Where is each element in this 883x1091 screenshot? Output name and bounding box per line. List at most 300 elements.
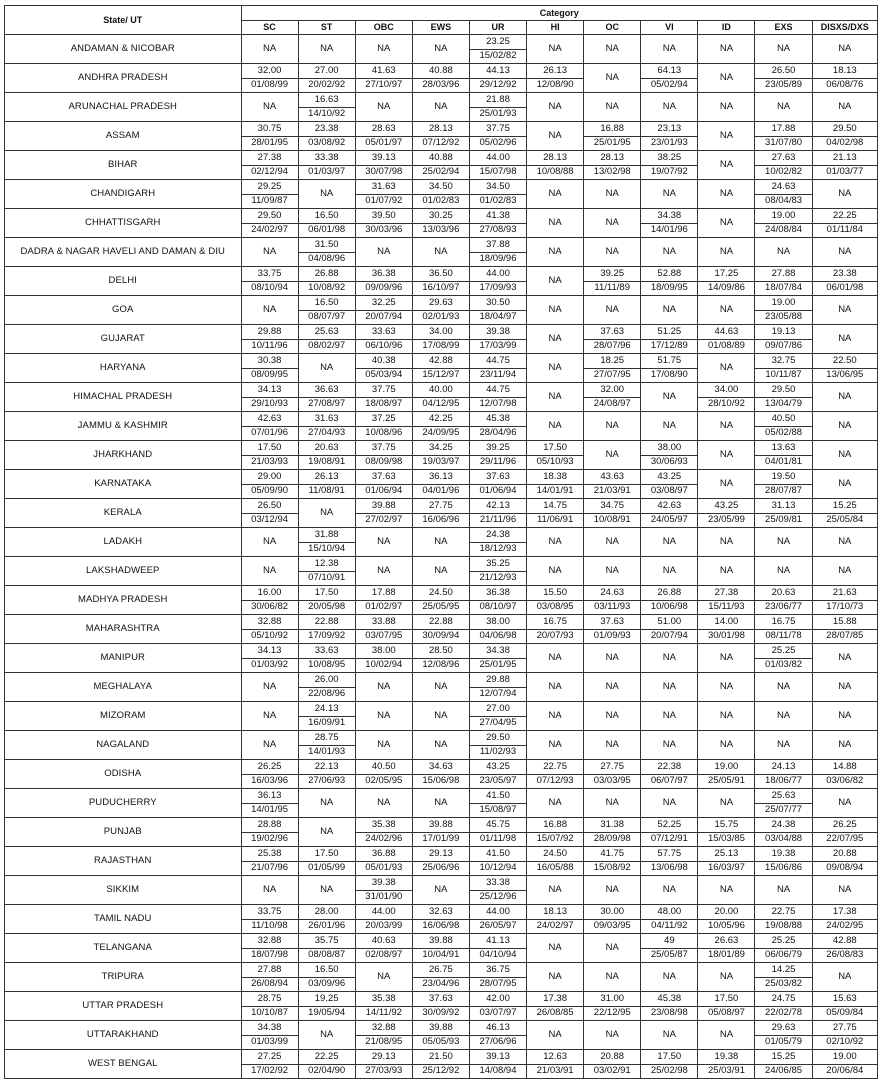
cutoff-date: 24/09/95 (412, 426, 469, 441)
cutoff-score: 44.75 (469, 383, 526, 398)
state-name: DELHI (5, 267, 242, 296)
cutoff-date: 04/10/94 (469, 948, 526, 963)
cutoff-date: 06/01/98 (298, 223, 355, 238)
cutoff-date: 01/08/99 (241, 78, 298, 93)
cutoff-score: 22.88 (412, 615, 469, 630)
cutoff-date: 18/04/97 (469, 310, 526, 325)
cutoff-date: 30/09/92 (412, 1006, 469, 1021)
cutoff-score: 36.13 (412, 470, 469, 485)
cutoff-date: 17/09/93 (469, 281, 526, 296)
cutoff-date: 17/10/73 (812, 600, 877, 615)
cutoff-score: 28.13 (527, 151, 584, 166)
cutoff-score: 42.88 (412, 354, 469, 369)
column-header: SC (241, 20, 298, 35)
cutoff-score: 15.88 (812, 615, 877, 630)
cutoff-score: 31.50 (298, 238, 355, 253)
cutoff-date: 23/05/89 (755, 78, 812, 93)
cutoff-score: 25.63 (298, 325, 355, 340)
not-applicable-cell: NA (812, 412, 877, 441)
cutoff-date: 25/05/87 (641, 948, 698, 963)
cutoff-score: 27.38 (698, 586, 755, 601)
table-row (5, 122, 878, 137)
cutoff-score: 29.50 (241, 209, 298, 224)
cutoff-date: 08/11/78 (755, 629, 812, 644)
cutoff-score: 26.13 (527, 64, 584, 79)
not-applicable-cell: NA (241, 93, 298, 122)
cutoff-date: 12/08/96 (412, 658, 469, 673)
cutoff-date: 25/03/82 (755, 977, 812, 992)
not-applicable-cell: NA (527, 180, 584, 209)
not-applicable-cell: NA (641, 528, 698, 557)
cutoff-score: 39.88 (412, 818, 469, 833)
cutoff-score: 28.50 (412, 644, 469, 659)
cutoff-score: 40.50 (355, 760, 412, 775)
cutoff-date: 08/02/97 (298, 339, 355, 354)
cutoff-date: 11/08/91 (298, 484, 355, 499)
column-header: HI (527, 20, 584, 35)
not-applicable-cell: NA (355, 731, 412, 760)
cutoff-date: 10/08/96 (355, 426, 412, 441)
cutoff-score: 28.13 (412, 122, 469, 137)
table-row (5, 847, 878, 862)
cutoff-table (4, 5, 878, 1079)
state-name: KERALA (5, 499, 242, 528)
not-applicable-cell: NA (241, 296, 298, 325)
cutoff-score: 45.75 (469, 818, 526, 833)
cutoff-score: 26.00 (298, 673, 355, 688)
cutoff-score: 41.63 (355, 64, 412, 79)
cutoff-score: 49 (641, 934, 698, 949)
not-applicable-cell: NA (527, 673, 584, 702)
cutoff-score: 30.00 (584, 905, 641, 920)
cutoff-score: 31.88 (298, 528, 355, 543)
cutoff-date: 30/06/82 (241, 600, 298, 615)
not-applicable-cell: NA (698, 789, 755, 818)
cutoff-score: 37.63 (355, 470, 412, 485)
cutoff-date: 30/01/98 (698, 629, 755, 644)
cutoff-date: 18/09/96 (469, 252, 526, 267)
state-name: TELANGANA (5, 934, 242, 963)
cutoff-date: 04/06/98 (469, 629, 526, 644)
cutoff-date: 07/12/93 (527, 774, 584, 789)
cutoff-score: 39.38 (355, 876, 412, 891)
cutoff-date: 09/09/96 (355, 281, 412, 296)
column-header: ST (298, 20, 355, 35)
table-row (5, 528, 878, 543)
cutoff-score: 18.13 (812, 64, 877, 79)
table-row (5, 760, 878, 775)
not-applicable-cell: NA (527, 644, 584, 673)
cutoff-date: 07/01/96 (241, 426, 298, 441)
column-header: EWS (412, 20, 469, 35)
cutoff-score: 39.25 (469, 441, 526, 456)
cutoff-date: 01/03/99 (241, 1035, 298, 1050)
not-applicable-cell: NA (755, 673, 812, 702)
cutoff-date: 17/03/99 (469, 339, 526, 354)
cutoff-score: 37.63 (469, 470, 526, 485)
cutoff-date: 01/09/93 (584, 629, 641, 644)
cutoff-date: 25/12/92 (412, 1064, 469, 1079)
cutoff-date: 21/03/91 (527, 1064, 584, 1079)
cutoff-score: 40.88 (412, 151, 469, 166)
table-row (5, 1050, 878, 1065)
cutoff-score: 22.75 (527, 760, 584, 775)
not-applicable-cell: NA (412, 876, 469, 905)
cutoff-score: 33.38 (469, 876, 526, 891)
cutoff-date: 13/02/98 (584, 165, 641, 180)
cutoff-score: 21.88 (469, 93, 526, 108)
not-applicable-cell: NA (698, 673, 755, 702)
table-row (5, 905, 878, 920)
not-applicable-cell: NA (241, 35, 298, 64)
cutoff-score: 36.75 (469, 963, 526, 978)
not-applicable-cell: NA (812, 180, 877, 209)
cutoff-date: 12/07/94 (469, 687, 526, 702)
cutoff-score: 37.63 (584, 615, 641, 630)
cutoff-date: 07/12/91 (641, 832, 698, 847)
not-applicable-cell: NA (527, 963, 584, 992)
cutoff-score: 14.75 (527, 499, 584, 514)
not-applicable-cell: NA (355, 702, 412, 731)
cutoff-score: 17.38 (527, 992, 584, 1007)
not-applicable-cell: NA (755, 557, 812, 586)
cutoff-date: 29/12/92 (469, 78, 526, 93)
column-header: VI (641, 20, 698, 35)
cutoff-score: 43.25 (698, 499, 755, 514)
not-applicable-cell: NA (641, 876, 698, 905)
not-applicable-cell: NA (641, 1021, 698, 1050)
state-name: JHARKHAND (5, 441, 242, 470)
not-applicable-cell: NA (584, 673, 641, 702)
not-applicable-cell: NA (698, 180, 755, 209)
cutoff-date: 17/01/99 (412, 832, 469, 847)
cutoff-score: 41.38 (469, 209, 526, 224)
not-applicable-cell: NA (527, 789, 584, 818)
cutoff-score: 27.00 (298, 64, 355, 79)
not-applicable-cell: NA (812, 238, 877, 267)
cutoff-date: 24/08/97 (584, 397, 641, 412)
table-row (5, 876, 878, 891)
state-column-header: State/ UT (5, 6, 242, 35)
cutoff-score: 21.50 (412, 1050, 469, 1065)
cutoff-score: 42.88 (812, 934, 877, 949)
state-name: UTTARAKHAND (5, 1021, 242, 1050)
not-applicable-cell: NA (584, 557, 641, 586)
cutoff-date: 23/11/94 (469, 368, 526, 383)
cutoff-score: 39.88 (355, 499, 412, 514)
state-name: CHHATTISGARH (5, 209, 242, 238)
not-applicable-cell: NA (812, 702, 877, 731)
cutoff-date: 01/05/79 (755, 1035, 812, 1050)
cutoff-date: 16/03/97 (698, 861, 755, 876)
cutoff-date: 25/03/91 (698, 1064, 755, 1079)
not-applicable-cell: NA (698, 209, 755, 238)
not-applicable-cell: NA (527, 296, 584, 325)
cutoff-date: 01/02/97 (355, 600, 412, 615)
cutoff-score: 43.63 (584, 470, 641, 485)
cutoff-score: 23.13 (641, 122, 698, 137)
cutoff-date: 18/07/84 (755, 281, 812, 296)
cutoff-date: 08/08/87 (298, 948, 355, 963)
cutoff-date: 28/07/85 (812, 629, 877, 644)
cutoff-date: 19/07/92 (641, 165, 698, 180)
cutoff-date: 04/12/95 (412, 397, 469, 412)
cutoff-date: 25/07/77 (755, 803, 812, 818)
cutoff-date: 25/01/95 (469, 658, 526, 673)
not-applicable-cell: NA (755, 35, 812, 64)
not-applicable-cell: NA (698, 731, 755, 760)
cutoff-score: 43.25 (641, 470, 698, 485)
cutoff-score: 52.88 (641, 267, 698, 282)
cutoff-score: 24.75 (755, 992, 812, 1007)
table-row (5, 296, 878, 311)
cutoff-score: 40.38 (355, 354, 412, 369)
cutoff-date: 05/03/94 (355, 368, 412, 383)
cutoff-score: 42.63 (241, 412, 298, 427)
cutoff-date: 08/10/97 (469, 600, 526, 615)
not-applicable-cell: NA (412, 789, 469, 818)
cutoff-date: 30/09/94 (412, 629, 469, 644)
cutoff-score: 38.25 (641, 151, 698, 166)
not-applicable-cell: NA (584, 963, 641, 992)
cutoff-date: 02/10/92 (812, 1035, 877, 1050)
cutoff-date: 27/07/95 (584, 368, 641, 383)
cutoff-score: 22.50 (812, 354, 877, 369)
cutoff-score: 18.25 (584, 354, 641, 369)
not-applicable-cell: NA (527, 122, 584, 151)
not-applicable-cell: NA (355, 789, 412, 818)
cutoff-score: 15.25 (755, 1050, 812, 1065)
cutoff-score: 29.88 (241, 325, 298, 340)
cutoff-date: 03/12/94 (241, 513, 298, 528)
cutoff-score: 34.13 (241, 644, 298, 659)
state-name: MADHYA PRADESH (5, 586, 242, 615)
cutoff-score: 37.75 (355, 383, 412, 398)
table-row (5, 644, 878, 659)
cutoff-score: 43.25 (469, 760, 526, 775)
state-name: TRIPURA (5, 963, 242, 992)
state-name: ODISHA (5, 760, 242, 789)
cutoff-score: 41.50 (469, 847, 526, 862)
cutoff-score: 39.25 (584, 267, 641, 282)
cutoff-score: 13.63 (755, 441, 812, 456)
cutoff-score: 24.38 (755, 818, 812, 833)
not-applicable-cell: NA (355, 238, 412, 267)
cutoff-score: 30.50 (469, 296, 526, 311)
cutoff-date: 18/08/97 (355, 397, 412, 412)
cutoff-score: 19.25 (298, 992, 355, 1007)
column-header: OBC (355, 20, 412, 35)
state-name: MEGHALAYA (5, 673, 242, 702)
cutoff-score: 16.50 (298, 209, 355, 224)
not-applicable-cell: NA (527, 325, 584, 354)
cutoff-score: 51.00 (641, 615, 698, 630)
cutoff-date: 25/06/96 (412, 861, 469, 876)
cutoff-date: 11/09/87 (241, 194, 298, 209)
not-applicable-cell: NA (812, 35, 877, 64)
not-applicable-cell: NA (412, 557, 469, 586)
not-applicable-cell: NA (355, 35, 412, 64)
cutoff-score: 31.63 (298, 412, 355, 427)
cutoff-score: 51.75 (641, 354, 698, 369)
cutoff-date: 25/01/95 (584, 136, 641, 151)
table-row (5, 673, 878, 688)
cutoff-score: 44.63 (698, 325, 755, 340)
not-applicable-cell: NA (584, 934, 641, 963)
cutoff-date: 01/03/92 (241, 658, 298, 673)
cutoff-date: 21/12/93 (469, 571, 526, 586)
state-name: KARNATAKA (5, 470, 242, 499)
table-row (5, 731, 878, 746)
not-applicable-cell: NA (812, 876, 877, 905)
cutoff-date: 18/12/93 (469, 542, 526, 557)
cutoff-date: 18/06/77 (755, 774, 812, 789)
not-applicable-cell: NA (698, 412, 755, 441)
cutoff-score: 46.13 (469, 1021, 526, 1036)
cutoff-date: 23/05/97 (469, 774, 526, 789)
cutoff-date: 15/06/86 (755, 861, 812, 876)
cutoff-score: 19.00 (755, 209, 812, 224)
cutoff-date: 02/04/90 (298, 1064, 355, 1079)
cutoff-score: 18.38 (527, 470, 584, 485)
cutoff-date: 08/09/98 (355, 455, 412, 470)
cutoff-score: 22.75 (755, 905, 812, 920)
cutoff-score: 44.13 (469, 64, 526, 79)
table-row (5, 238, 878, 253)
cutoff-score: 40.63 (355, 934, 412, 949)
cutoff-score: 39.13 (469, 1050, 526, 1065)
cutoff-date: 27/03/93 (355, 1064, 412, 1079)
not-applicable-cell: NA (298, 818, 355, 847)
cutoff-score: 32.00 (241, 64, 298, 79)
table-row (5, 557, 878, 572)
state-name: WEST BENGAL (5, 1050, 242, 1079)
cutoff-date: 28/09/98 (584, 832, 641, 847)
cutoff-score: 14.88 (812, 760, 877, 775)
cutoff-score: 16.50 (298, 963, 355, 978)
not-applicable-cell: NA (584, 238, 641, 267)
cutoff-score: 27.75 (412, 499, 469, 514)
not-applicable-cell: NA (584, 296, 641, 325)
cutoff-date: 10/02/94 (355, 658, 412, 673)
cutoff-date: 15/06/98 (412, 774, 469, 789)
cutoff-score: 51.25 (641, 325, 698, 340)
cutoff-score: 19.13 (755, 325, 812, 340)
cutoff-score: 28.75 (241, 992, 298, 1007)
table-row (5, 93, 878, 108)
cutoff-score: 19.00 (812, 1050, 877, 1065)
not-applicable-cell: NA (812, 789, 877, 818)
cutoff-score: 22.38 (641, 760, 698, 775)
table-row (5, 441, 878, 456)
cutoff-score: 31.63 (355, 180, 412, 195)
cutoff-score: 15.63 (812, 992, 877, 1007)
cutoff-score: 21.13 (812, 151, 877, 166)
not-applicable-cell: NA (241, 238, 298, 267)
cutoff-date: 23/05/99 (698, 513, 755, 528)
cutoff-score: 37.75 (355, 441, 412, 456)
cutoff-score: 18.13 (527, 905, 584, 920)
not-applicable-cell: NA (527, 209, 584, 238)
cutoff-score: 24.38 (469, 528, 526, 543)
cutoff-date: 03/07/95 (355, 629, 412, 644)
cutoff-date: 14/09/86 (698, 281, 755, 296)
cutoff-date: 24/06/85 (755, 1064, 812, 1079)
cutoff-date: 13/06/95 (812, 368, 877, 383)
not-applicable-cell: NA (241, 673, 298, 702)
cutoff-score: 26.50 (755, 64, 812, 79)
not-applicable-cell: NA (698, 963, 755, 992)
cutoff-date: 24/02/96 (355, 832, 412, 847)
state-name: ARUNACHAL PRADESH (5, 93, 242, 122)
not-applicable-cell: NA (527, 876, 584, 905)
not-applicable-cell: NA (412, 93, 469, 122)
cutoff-date: 27/08/93 (469, 223, 526, 238)
cutoff-score: 34.38 (469, 644, 526, 659)
cutoff-date: 01/06/94 (469, 484, 526, 499)
not-applicable-cell: NA (412, 673, 469, 702)
not-applicable-cell: NA (812, 644, 877, 673)
not-applicable-cell: NA (584, 180, 641, 209)
cutoff-score: 28.63 (355, 122, 412, 137)
state-name: ANDHRA PRADESH (5, 64, 242, 93)
table-row (5, 963, 878, 978)
not-applicable-cell: NA (698, 644, 755, 673)
cutoff-date: 11/06/91 (527, 513, 584, 528)
cutoff-date: 10/08/91 (584, 513, 641, 528)
table-body (5, 35, 878, 1079)
cutoff-score: 27.75 (584, 760, 641, 775)
cutoff-date: 19/08/88 (755, 919, 812, 934)
table-row (5, 789, 878, 804)
not-applicable-cell: NA (641, 383, 698, 412)
cutoff-score: 35.38 (355, 992, 412, 1007)
cutoff-date: 27/06/96 (469, 1035, 526, 1050)
cutoff-score: 39.88 (412, 934, 469, 949)
cutoff-score: 23.25 (469, 35, 526, 50)
table-row (5, 354, 878, 369)
table-row (5, 383, 878, 398)
cutoff-date: 17/02/92 (241, 1064, 298, 1079)
not-applicable-cell: NA (698, 470, 755, 499)
cutoff-score: 21.63 (812, 586, 877, 601)
cutoff-date: 21/07/96 (241, 861, 298, 876)
cutoff-date: 25/02/94 (412, 165, 469, 180)
cutoff-score: 44.00 (469, 905, 526, 920)
cutoff-date: 06/07/97 (641, 774, 698, 789)
cutoff-date: 03/04/88 (755, 832, 812, 847)
not-applicable-cell: NA (584, 1021, 641, 1050)
cutoff-date: 05/01/97 (355, 136, 412, 151)
state-name: LADAKH (5, 528, 242, 557)
not-applicable-cell: NA (584, 528, 641, 557)
cutoff-score: 44.00 (469, 151, 526, 166)
not-applicable-cell: NA (698, 528, 755, 557)
cutoff-date: 03/09/96 (298, 977, 355, 992)
cutoff-date: 14/01/95 (241, 803, 298, 818)
cutoff-date: 27/04/93 (298, 426, 355, 441)
table-row (5, 470, 878, 485)
not-applicable-cell: NA (412, 238, 469, 267)
cutoff-score: 16.88 (584, 122, 641, 137)
not-applicable-cell: NA (698, 64, 755, 93)
cutoff-date: 19/03/97 (412, 455, 469, 470)
cutoff-date: 28/07/96 (584, 339, 641, 354)
cutoff-date: 10/12/94 (469, 861, 526, 876)
cutoff-date: 26/08/83 (812, 948, 877, 963)
cutoff-date: 03/03/95 (584, 774, 641, 789)
cutoff-score: 52.25 (641, 818, 698, 833)
